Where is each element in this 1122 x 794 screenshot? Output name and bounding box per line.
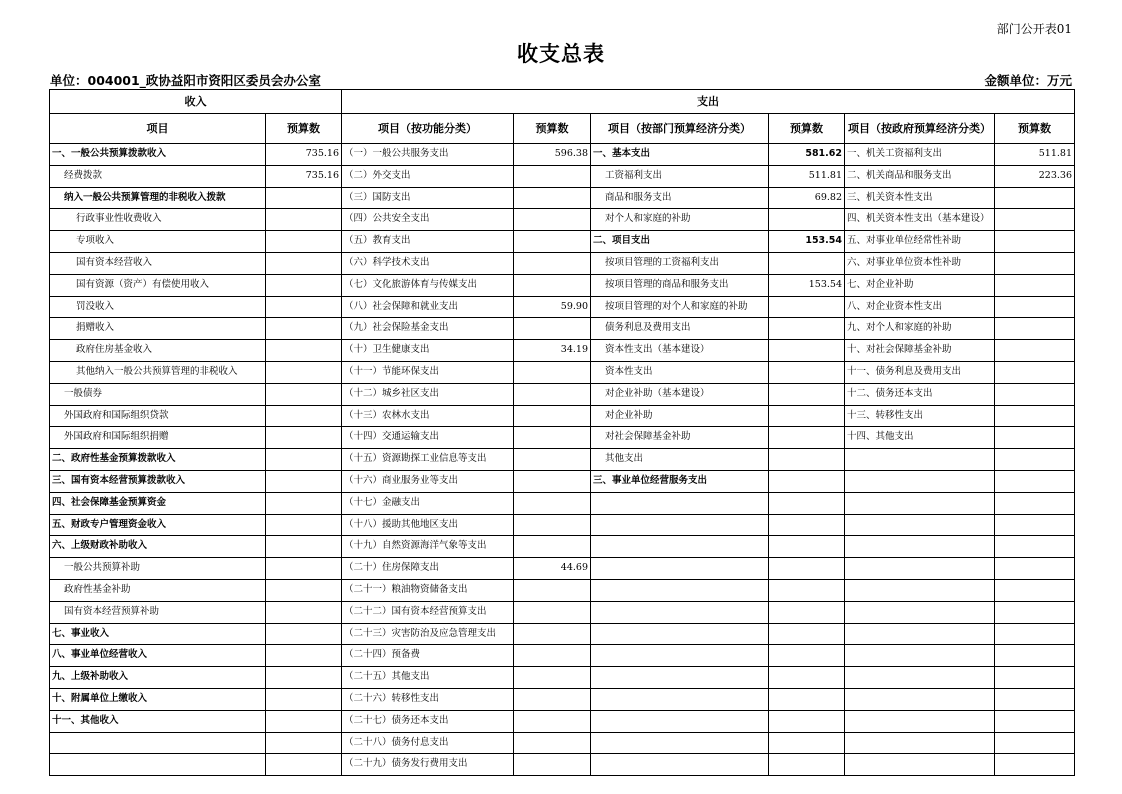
cell-function-item: （十八）援助其他地区支出 [342, 514, 514, 536]
cell-income-item: 九、上级补助收入 [50, 667, 266, 689]
cell-dept-econ-item [591, 623, 769, 645]
cell-function-item: （十）卫生健康支出 [342, 340, 514, 362]
cell-function-amount [514, 187, 591, 209]
cell-function-item: （二十九）债务发行费用支出 [342, 754, 514, 776]
cell-income-item: 政府性基金补助 [50, 579, 266, 601]
cell-dept-econ-item [591, 514, 769, 536]
table-row [50, 231, 1075, 253]
cell-gov-econ-amount [995, 340, 1075, 362]
cell-function-item: （十六）商业服务业等支出 [342, 470, 514, 492]
expense-section-header: 支出 [342, 90, 1075, 114]
cell-function-item: （二十七）债务还本支出 [342, 710, 514, 732]
cell-income-item: 外国政府和国际组织贷款 [50, 405, 266, 427]
cell-function-amount: 44.69 [514, 558, 591, 580]
cell-function-item: （二）外交支出 [342, 165, 514, 187]
cell-function-amount [514, 492, 591, 514]
cell-dept-econ-amount [769, 296, 845, 318]
cell-dept-econ-item: 工资福利支出 [591, 165, 769, 187]
cell-function-amount [514, 688, 591, 710]
cell-function-amount [514, 514, 591, 536]
cell-function-item: （十一）节能环保支出 [342, 361, 514, 383]
form-number: 部门公开表01 [996, 22, 1072, 36]
col-header-dept-econ-amount: 预算数 [769, 114, 845, 144]
cell-income-amount [266, 252, 342, 274]
cell-income-amount [266, 536, 342, 558]
cell-income-amount [266, 187, 342, 209]
cell-income-amount [266, 449, 342, 471]
cell-function-item: （二十八）债务付息支出 [342, 732, 514, 754]
cell-function-item: （二十四）预备费 [342, 645, 514, 667]
cell-function-amount [514, 209, 591, 231]
col-header-income-amount: 预算数 [266, 114, 342, 144]
cell-dept-econ-item: 三、事业单位经营服务支出 [591, 470, 769, 492]
cell-gov-econ-amount [995, 318, 1075, 340]
cell-function-item: （二十六）转移性支出 [342, 688, 514, 710]
table-row [50, 296, 1075, 318]
cell-dept-econ-amount [769, 383, 845, 405]
cell-function-item: （二十二）国有资本经营预算支出 [342, 601, 514, 623]
cell-dept-econ-amount [769, 645, 845, 667]
table-row [50, 165, 1075, 187]
cell-function-item: （一）一般公共服务支出 [342, 144, 514, 166]
cell-gov-econ-amount [995, 536, 1075, 558]
table-row [50, 514, 1075, 536]
cell-gov-econ-item [845, 601, 995, 623]
cell-income-item: 二、政府性基金预算拨款收入 [50, 449, 266, 471]
table-row [50, 209, 1075, 231]
budget-summary-table [49, 89, 1075, 776]
cell-income-item: 经费拨款 [50, 165, 266, 187]
cell-income-item: 外国政府和国际组织捐赠 [50, 427, 266, 449]
cell-dept-econ-item: 一、基本支出 [591, 144, 769, 166]
cell-dept-econ-amount [769, 667, 845, 689]
cell-income-item: 其他纳入一般公共预算管理的非税收入 [50, 361, 266, 383]
cell-dept-econ-item: 对个人和家庭的补助 [591, 209, 769, 231]
col-header-gov-econ-item: 项目（按政府预算经济分类） [845, 114, 995, 144]
cell-dept-econ-item: 按项目管理的工资福利支出 [591, 252, 769, 274]
cell-gov-econ-amount [995, 645, 1075, 667]
cell-function-item: （十五）资源勘探工业信息等支出 [342, 449, 514, 471]
cell-income-amount [266, 209, 342, 231]
cell-gov-econ-item [845, 449, 995, 471]
table-row [50, 623, 1075, 645]
cell-gov-econ-item: 十三、转移性支出 [845, 405, 995, 427]
cell-income-item: 一般债券 [50, 383, 266, 405]
table-row [50, 383, 1075, 405]
cell-function-item: （九）社会保险基金支出 [342, 318, 514, 340]
cell-income-amount [266, 514, 342, 536]
cell-gov-econ-amount [995, 187, 1075, 209]
table-row [50, 754, 1075, 776]
cell-income-amount [266, 558, 342, 580]
cell-income-amount [266, 754, 342, 776]
cell-gov-econ-amount [995, 492, 1075, 514]
cell-function-amount [514, 405, 591, 427]
table-row [50, 579, 1075, 601]
cell-dept-econ-item [591, 645, 769, 667]
cell-function-amount [514, 754, 591, 776]
table-row [50, 558, 1075, 580]
cell-dept-econ-item: 对社会保障基金补助 [591, 427, 769, 449]
cell-income-amount [266, 340, 342, 362]
cell-income-amount [266, 318, 342, 340]
cell-gov-econ-amount [995, 427, 1075, 449]
cell-gov-econ-amount [995, 209, 1075, 231]
cell-dept-econ-item [591, 536, 769, 558]
cell-dept-econ-amount: 511.81 [769, 165, 845, 187]
cell-income-item: 罚没收入 [50, 296, 266, 318]
cell-gov-econ-item: 十二、债务还本支出 [845, 383, 995, 405]
cell-income-item: 专项收入 [50, 231, 266, 253]
cell-dept-econ-amount [769, 340, 845, 362]
cell-dept-econ-item [591, 754, 769, 776]
cell-dept-econ-amount [769, 732, 845, 754]
cell-function-item: （六）科学技术支出 [342, 252, 514, 274]
cell-function-amount [514, 623, 591, 645]
table-row [50, 187, 1075, 209]
cell-income-item: 十、附属单位上缴收入 [50, 688, 266, 710]
cell-function-item: （十三）农林水支出 [342, 405, 514, 427]
cell-gov-econ-amount [995, 667, 1075, 689]
cell-function-amount: 34.19 [514, 340, 591, 362]
cell-gov-econ-item [845, 645, 995, 667]
cell-income-amount [266, 231, 342, 253]
cell-dept-econ-amount [769, 623, 845, 645]
cell-gov-econ-amount [995, 383, 1075, 405]
cell-dept-econ-amount [769, 688, 845, 710]
cell-gov-econ-item: 六、对事业单位资本性补助 [845, 252, 995, 274]
cell-income-item [50, 754, 266, 776]
cell-function-amount [514, 732, 591, 754]
cell-dept-econ-amount [769, 710, 845, 732]
table-row [50, 318, 1075, 340]
cell-income-amount [266, 601, 342, 623]
col-header-gov-econ-amount: 预算数 [995, 114, 1075, 144]
cell-income-amount [266, 427, 342, 449]
cell-dept-econ-amount: 153.54 [769, 274, 845, 296]
table-row [50, 340, 1075, 362]
cell-function-item: （四）公共安全支出 [342, 209, 514, 231]
cell-income-item [50, 732, 266, 754]
cell-dept-econ-item: 对企业补助（基本建设） [591, 383, 769, 405]
cell-gov-econ-item: 九、对个人和家庭的补助 [845, 318, 995, 340]
cell-income-amount [266, 492, 342, 514]
cell-function-amount [514, 601, 591, 623]
cell-dept-econ-item [591, 710, 769, 732]
cell-income-amount [266, 470, 342, 492]
cell-gov-econ-amount [995, 514, 1075, 536]
cell-function-amount [514, 274, 591, 296]
cell-gov-econ-amount [995, 601, 1075, 623]
cell-income-item: 六、上级财政补助收入 [50, 536, 266, 558]
col-header-function-item: 项目（按功能分类） [342, 114, 514, 144]
cell-income-item: 政府住房基金收入 [50, 340, 266, 362]
cell-dept-econ-amount [769, 470, 845, 492]
unit-label: 单位：004001_政协益阳市资阳区委员会办公室 [50, 73, 321, 88]
table-row [50, 645, 1075, 667]
cell-function-amount [514, 710, 591, 732]
table-row [50, 492, 1075, 514]
cell-function-item: （五）教育支出 [342, 231, 514, 253]
table-row [50, 536, 1075, 558]
table-row [50, 732, 1075, 754]
cell-gov-econ-amount [995, 274, 1075, 296]
amount-unit-label: 金额单位：万元 [984, 73, 1072, 88]
cell-gov-econ-item [845, 623, 995, 645]
col-header-dept-econ-item: 项目（按部门预算经济分类） [591, 114, 769, 144]
cell-gov-econ-item [845, 667, 995, 689]
table-row [50, 601, 1075, 623]
cell-dept-econ-item [591, 688, 769, 710]
cell-dept-econ-item: 资本性支出（基本建设） [591, 340, 769, 362]
cell-function-amount [514, 667, 591, 689]
cell-gov-econ-item: 五、对事业单位经常性补助 [845, 231, 995, 253]
table-row [50, 667, 1075, 689]
cell-income-amount: 735.16 [266, 144, 342, 166]
cell-income-item: 十一、其他收入 [50, 710, 266, 732]
cell-gov-econ-amount [995, 252, 1075, 274]
cell-gov-econ-amount [995, 579, 1075, 601]
cell-dept-econ-item [591, 492, 769, 514]
cell-dept-econ-item: 二、项目支出 [591, 231, 769, 253]
cell-gov-econ-item [845, 492, 995, 514]
table-row [50, 449, 1075, 471]
cell-function-amount: 596.38 [514, 144, 591, 166]
cell-dept-econ-item: 其他支出 [591, 449, 769, 471]
cell-gov-econ-item: 十四、其他支出 [845, 427, 995, 449]
cell-gov-econ-amount [995, 688, 1075, 710]
cell-income-amount [266, 710, 342, 732]
table-row [50, 361, 1075, 383]
cell-income-item: 纳入一般公共预算管理的非税收入拨款 [50, 187, 266, 209]
cell-income-amount [266, 623, 342, 645]
cell-gov-econ-amount [995, 623, 1075, 645]
cell-gov-econ-amount [995, 732, 1075, 754]
cell-gov-econ-amount [995, 231, 1075, 253]
cell-gov-econ-item: 七、对企业补助 [845, 274, 995, 296]
cell-gov-econ-item [845, 754, 995, 776]
cell-gov-econ-amount [995, 405, 1075, 427]
cell-gov-econ-item [845, 688, 995, 710]
cell-gov-econ-amount [995, 449, 1075, 471]
cell-income-amount [266, 579, 342, 601]
cell-gov-econ-amount [995, 558, 1075, 580]
cell-income-item: 三、国有资本经营预算拨款收入 [50, 470, 266, 492]
cell-gov-econ-amount [995, 754, 1075, 776]
cell-income-amount [266, 688, 342, 710]
cell-gov-econ-item [845, 536, 995, 558]
cell-function-amount [514, 165, 591, 187]
cell-dept-econ-item [591, 667, 769, 689]
cell-income-amount [266, 667, 342, 689]
cell-function-amount: 59.90 [514, 296, 591, 318]
page-title: 收支总表 [517, 42, 605, 66]
cell-gov-econ-item: 三、机关资本性支出 [845, 187, 995, 209]
cell-income-item: 一、一般公共预算拨款收入 [50, 144, 266, 166]
table-row [50, 252, 1075, 274]
cell-income-amount [266, 361, 342, 383]
table-row [50, 427, 1075, 449]
cell-dept-econ-amount [769, 492, 845, 514]
cell-dept-econ-amount [769, 579, 845, 601]
cell-dept-econ-amount: 69.82 [769, 187, 845, 209]
cell-dept-econ-item [591, 601, 769, 623]
cell-income-item: 捐赠收入 [50, 318, 266, 340]
cell-income-amount [266, 296, 342, 318]
cell-gov-econ-item: 一、机关工资福利支出 [845, 144, 995, 166]
cell-dept-econ-amount [769, 449, 845, 471]
col-header-function-amount: 预算数 [514, 114, 591, 144]
cell-function-item: （二十）住房保障支出 [342, 558, 514, 580]
cell-dept-econ-amount [769, 427, 845, 449]
cell-dept-econ-amount [769, 405, 845, 427]
cell-dept-econ-item: 按项目管理的对个人和家庭的补助 [591, 296, 769, 318]
col-header-income-item: 项目 [50, 114, 266, 144]
cell-dept-econ-item: 资本性支出 [591, 361, 769, 383]
cell-function-item: （十四）交通运输支出 [342, 427, 514, 449]
cell-dept-econ-amount [769, 252, 845, 274]
cell-dept-econ-amount [769, 209, 845, 231]
table-row [50, 144, 1075, 166]
cell-dept-econ-amount [769, 318, 845, 340]
cell-function-item: （十二）城乡社区支出 [342, 383, 514, 405]
cell-gov-econ-amount [995, 361, 1075, 383]
cell-gov-econ-amount [995, 296, 1075, 318]
cell-gov-econ-amount [995, 710, 1075, 732]
cell-function-amount [514, 470, 591, 492]
cell-function-amount [514, 579, 591, 601]
cell-gov-econ-item [845, 514, 995, 536]
cell-income-amount [266, 383, 342, 405]
cell-function-amount [514, 427, 591, 449]
cell-dept-econ-item [591, 732, 769, 754]
table-row [50, 710, 1075, 732]
cell-income-amount [266, 732, 342, 754]
cell-dept-econ-amount [769, 536, 845, 558]
cell-function-amount [514, 449, 591, 471]
cell-gov-econ-amount: 511.81 [995, 144, 1075, 166]
cell-income-item: 一般公共预算补助 [50, 558, 266, 580]
cell-function-item: （七）文化旅游体育与传媒支出 [342, 274, 514, 296]
cell-dept-econ-item: 对企业补助 [591, 405, 769, 427]
cell-gov-econ-item: 十一、债务利息及费用支出 [845, 361, 995, 383]
cell-gov-econ-item [845, 732, 995, 754]
cell-function-amount [514, 361, 591, 383]
cell-dept-econ-item: 债务利息及费用支出 [591, 318, 769, 340]
cell-function-item: （二十一）粮油物资储备支出 [342, 579, 514, 601]
cell-gov-econ-item [845, 558, 995, 580]
cell-dept-econ-item [591, 579, 769, 601]
cell-income-amount [266, 405, 342, 427]
cell-dept-econ-amount: 153.54 [769, 231, 845, 253]
table-row [50, 470, 1075, 492]
cell-function-item: （八）社会保障和就业支出 [342, 296, 514, 318]
table-row [50, 688, 1075, 710]
cell-function-amount [514, 318, 591, 340]
cell-income-item: 国有资本经营收入 [50, 252, 266, 274]
cell-function-item: （二十三）灾害防治及应急管理支出 [342, 623, 514, 645]
cell-income-item: 四、社会保障基金预算资金 [50, 492, 266, 514]
cell-function-amount [514, 231, 591, 253]
cell-dept-econ-amount [769, 601, 845, 623]
cell-income-amount: 735.16 [266, 165, 342, 187]
cell-dept-econ-amount [769, 514, 845, 536]
cell-dept-econ-item: 按项目管理的商品和服务支出 [591, 274, 769, 296]
cell-dept-econ-amount: 581.62 [769, 144, 845, 166]
cell-dept-econ-amount [769, 754, 845, 776]
table-row [50, 274, 1075, 296]
cell-income-item: 八、事业单位经营收入 [50, 645, 266, 667]
cell-dept-econ-item [591, 558, 769, 580]
cell-dept-econ-amount [769, 558, 845, 580]
cell-function-amount [514, 252, 591, 274]
cell-gov-econ-amount [995, 470, 1075, 492]
cell-function-amount [514, 645, 591, 667]
cell-function-item: （十九）自然资源海洋气象等支出 [342, 536, 514, 558]
cell-gov-econ-item: 四、机关资本性支出（基本建设） [845, 209, 995, 231]
cell-gov-econ-item: 二、机关商品和服务支出 [845, 165, 995, 187]
cell-income-item: 五、财政专户管理资金收入 [50, 514, 266, 536]
cell-income-amount [266, 645, 342, 667]
cell-income-item: 行政事业性收费收入 [50, 209, 266, 231]
cell-function-amount [514, 383, 591, 405]
cell-income-amount [266, 274, 342, 296]
cell-gov-econ-item: 八、对企业资本性支出 [845, 296, 995, 318]
table-row [50, 405, 1075, 427]
cell-function-item: （二十五）其他支出 [342, 667, 514, 689]
cell-gov-econ-item [845, 579, 995, 601]
income-section-header: 收入 [50, 90, 342, 114]
cell-gov-econ-amount: 223.36 [995, 165, 1075, 187]
cell-gov-econ-item [845, 470, 995, 492]
cell-gov-econ-item: 十、对社会保障基金补助 [845, 340, 995, 362]
cell-function-item: （十七）金融支出 [342, 492, 514, 514]
cell-gov-econ-item [845, 710, 995, 732]
cell-income-item: 国有资源（资产）有偿使用收入 [50, 274, 266, 296]
cell-dept-econ-item: 商品和服务支出 [591, 187, 769, 209]
cell-income-item: 国有资本经营预算补助 [50, 601, 266, 623]
cell-income-item: 七、事业收入 [50, 623, 266, 645]
cell-function-item: （三）国防支出 [342, 187, 514, 209]
cell-dept-econ-amount [769, 361, 845, 383]
cell-function-amount [514, 536, 591, 558]
